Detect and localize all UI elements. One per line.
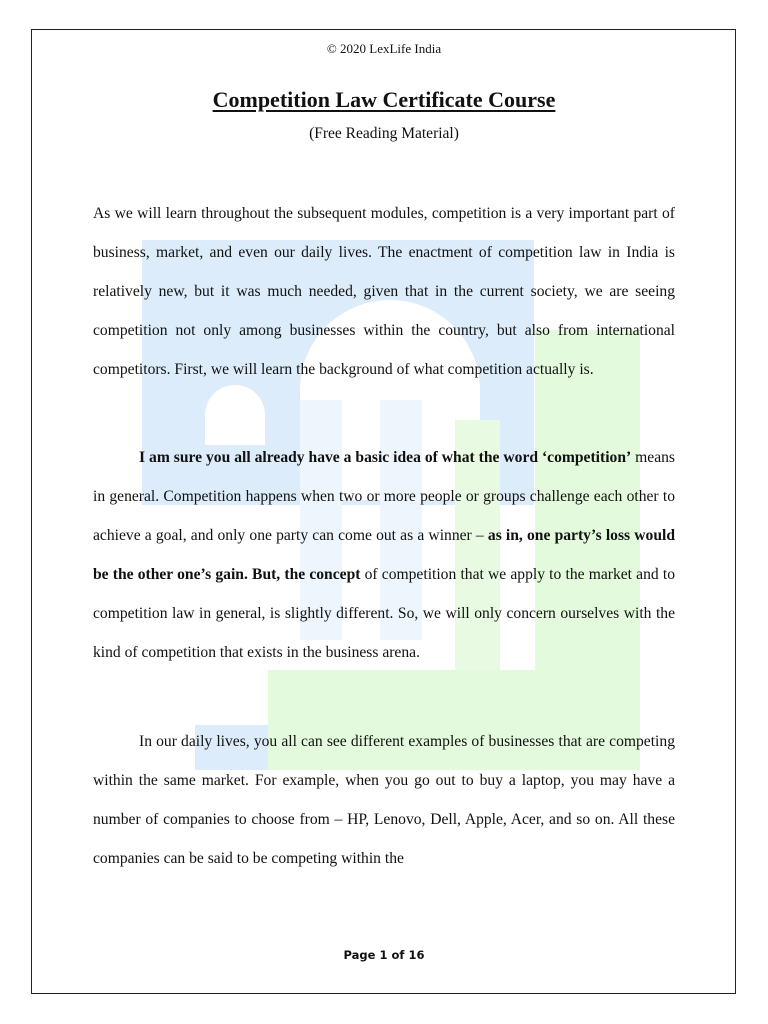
page-label: Page xyxy=(343,948,376,962)
page-number xyxy=(0,948,768,962)
paragraph-2-bold-mid: as in, one party’s loss would be the other one’s gain. But, the concept xyxy=(93,527,675,583)
paragraph-3: In our daily lives, you all can see different examples of businesses that are competing within the same market. For example, when you go out to buy a laptop, you may have a number of companies to choose from – HP, Lenovo, Dell, Apple, Acer, and so on. All these companies can be said to be competing within the xyxy=(93,733,675,867)
paragraph-2-text-a: means in general. Competition happens when two or more people or groups challenge each other to achieve a goal, and only one party can come out as a winner – xyxy=(93,449,675,544)
document-subtitle: (Free Reading Material) xyxy=(309,125,459,142)
page-total: 16 xyxy=(408,948,425,962)
document-title: Competition Law Certificate Course xyxy=(212,87,556,112)
paragraph-2-bold-start: I am sure you all already have a basic idea of what the word ‘competition’ xyxy=(139,449,632,466)
copyright-header: © 2020 LexLife India xyxy=(326,41,442,56)
paragraph-2 xyxy=(93,438,675,672)
page-current: 1 xyxy=(379,948,388,962)
paragraph-1: As we will learn throughout the subsequent modules, competition is a very important part of business, market, and even our daily lives. The enactment of competition law in India is relatively new, but it was much needed, given that in the current society, we are seeing competition not only among businesses within the country, but also from international competitors. First, we will learn the background of what competition actually is. xyxy=(93,205,675,378)
page-of: of xyxy=(391,948,405,962)
paragraph-2-text-b: of competition that we apply to the market and to competition law in general, is slightly different. So, we will only concern ourselves with the kind of competition that exists in the business arena. xyxy=(93,566,676,661)
